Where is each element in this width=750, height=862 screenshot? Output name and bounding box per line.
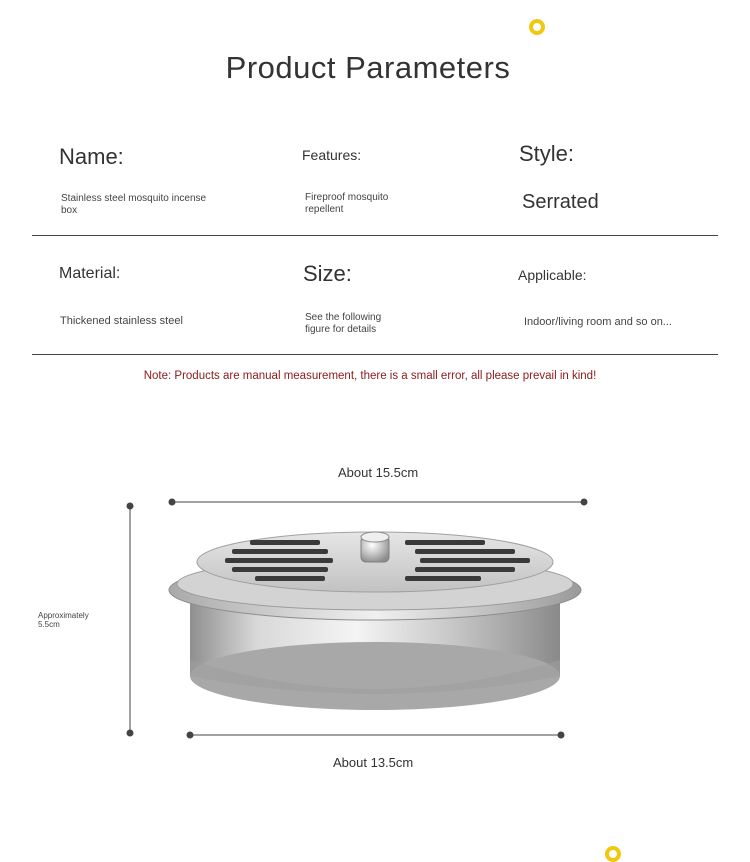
measurement-note: Note: Products are manual measurement, there is a small error, all please prevail in kind! xyxy=(143,370,597,382)
material-label: Material: xyxy=(59,265,121,282)
name-label: Name: xyxy=(59,144,124,169)
style-value: Serrated xyxy=(522,191,599,213)
top-width-label: About 15.5cm xyxy=(338,465,419,480)
size-label: Size: xyxy=(303,261,352,286)
name-value: Stainless steel mosquito incense box xyxy=(61,193,207,216)
bottom-width-label: About 13.5cm xyxy=(333,755,414,770)
features-label: Features: xyxy=(302,147,362,163)
features-value: Fireproof mosquito repellent xyxy=(305,192,389,215)
applicable-value: Indoor/living room and so on... xyxy=(524,316,672,328)
size-value: See the following figure for details xyxy=(305,312,382,335)
height-label: Approximately 5.5cm xyxy=(38,611,89,629)
style-label: Style: xyxy=(519,141,575,166)
material-value: Thickened stainless steel xyxy=(60,315,183,327)
page-title: Product Parameters xyxy=(225,50,511,85)
applicable-label: Applicable: xyxy=(518,267,587,283)
